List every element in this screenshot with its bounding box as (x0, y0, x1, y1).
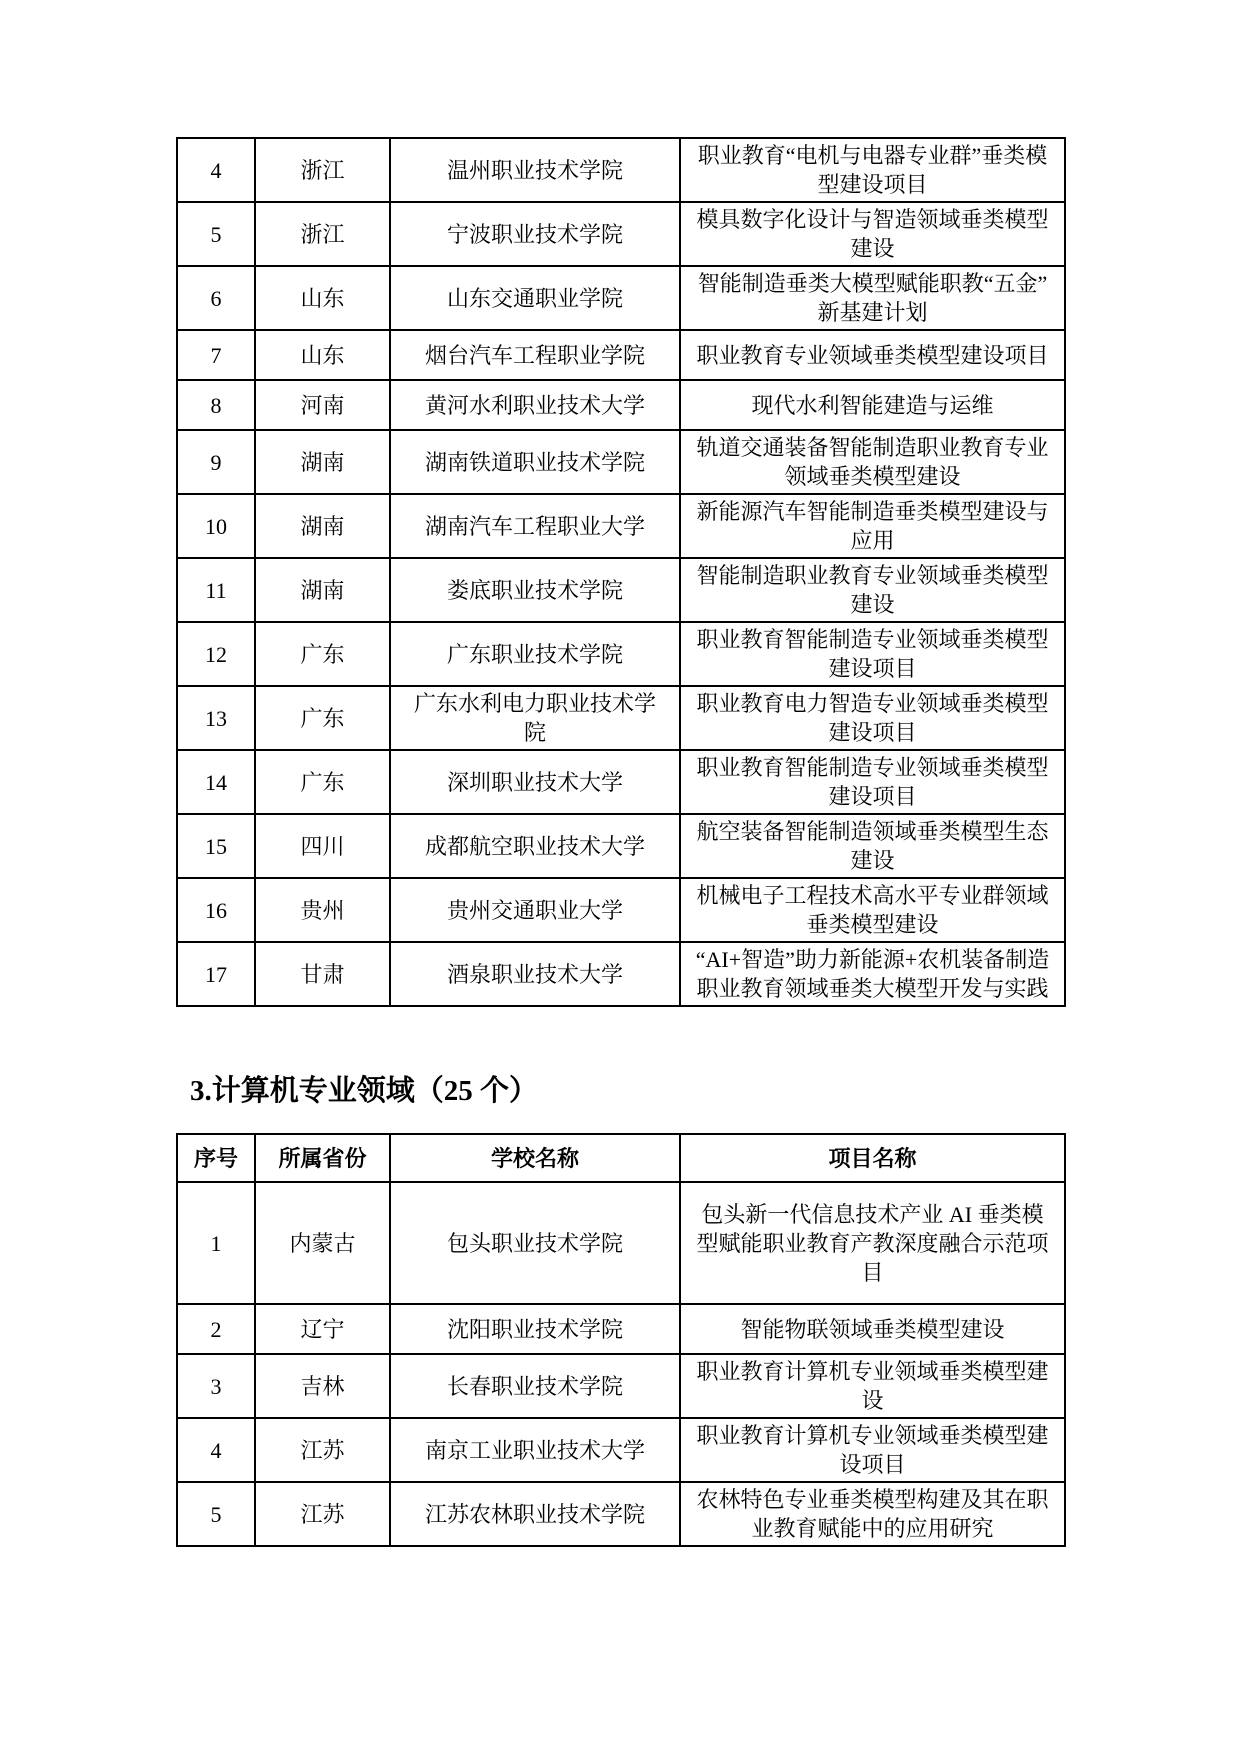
table-header-row (177, 1134, 1065, 1182)
cell-project: 农林特色专业垂类模型构建及其在职业教育赋能中的应用研究 (680, 1482, 1065, 1546)
cell-province: 山东 (255, 330, 390, 380)
cell-project: 职业教育计算机专业领域垂类模型建设项目 (680, 1418, 1065, 1482)
table-row (177, 686, 1065, 750)
cell-province: 湖南 (255, 430, 390, 494)
cell-province: 山东 (255, 266, 390, 330)
header-no: 序号 (177, 1134, 255, 1182)
cell-no: 1 (177, 1182, 255, 1304)
cell-school: 山东交通职业学院 (390, 266, 680, 330)
cell-province: 浙江 (255, 202, 390, 266)
cell-school: 长春职业技术学院 (390, 1354, 680, 1418)
cell-no: 13 (177, 686, 255, 750)
cell-no: 12 (177, 622, 255, 686)
cell-school: 娄底职业技术学院 (390, 558, 680, 622)
cell-no: 6 (177, 266, 255, 330)
cell-project: 航空装备智能制造领域垂类模型生态建设 (680, 814, 1065, 878)
cell-school: 温州职业技术学院 (390, 138, 680, 202)
cell-no: 5 (177, 202, 255, 266)
cell-no: 10 (177, 494, 255, 558)
cell-province: 四川 (255, 814, 390, 878)
cell-project: 机械电子工程技术高水平专业群领域垂类模型建设 (680, 878, 1065, 942)
table-row (177, 1354, 1065, 1418)
cell-project: 新能源汽车智能制造垂类模型建设与应用 (680, 494, 1065, 558)
header-project: 项目名称 (680, 1134, 1065, 1182)
cell-school: 湖南汽车工程职业大学 (390, 494, 680, 558)
cell-project: 智能制造垂类大模型赋能职教“五金”新基建计划 (680, 266, 1065, 330)
cell-province: 内蒙古 (255, 1182, 390, 1304)
cell-project: 包头新一代信息技术产业 AI 垂类模型赋能职业教育产教深度融合示范项目 (680, 1182, 1065, 1304)
cell-province: 辽宁 (255, 1304, 390, 1354)
cell-project: 职业教育专业领域垂类模型建设项目 (680, 330, 1065, 380)
cell-province: 吉林 (255, 1354, 390, 1418)
cell-school: 酒泉职业技术大学 (390, 942, 680, 1006)
cell-no: 14 (177, 750, 255, 814)
cell-province: 贵州 (255, 878, 390, 942)
cell-project: 智能物联领域垂类模型建设 (680, 1304, 1065, 1354)
table-row (177, 1182, 1065, 1304)
cell-province: 湖南 (255, 558, 390, 622)
cell-province: 河南 (255, 380, 390, 430)
table-row (177, 1304, 1065, 1354)
cell-province: 湖南 (255, 494, 390, 558)
cell-province: 广东 (255, 622, 390, 686)
cell-province: 江苏 (255, 1418, 390, 1482)
cell-school: 包头职业技术学院 (390, 1182, 680, 1304)
cell-school: 南京工业职业技术大学 (390, 1418, 680, 1482)
cell-no: 4 (177, 138, 255, 202)
cell-province: 广东 (255, 686, 390, 750)
cell-project: 职业教育计算机专业领域垂类模型建设 (680, 1354, 1065, 1418)
cell-no: 7 (177, 330, 255, 380)
cell-project: 职业教育智能制造专业领域垂类模型建设项目 (680, 622, 1065, 686)
table-row (177, 942, 1065, 1006)
cell-project: 现代水利智能建造与运维 (680, 380, 1065, 430)
cell-no: 11 (177, 558, 255, 622)
table-row (177, 266, 1065, 330)
cell-school: 黄河水利职业技术大学 (390, 380, 680, 430)
cell-project: 职业教育电力智造专业领域垂类模型建设项目 (680, 686, 1065, 750)
table-row (177, 750, 1065, 814)
cell-no: 17 (177, 942, 255, 1006)
cell-project: “AI+智造”助力新能源+农机装备制造职业教育领域垂类大模型开发与实践 (680, 942, 1065, 1006)
cell-no: 4 (177, 1418, 255, 1482)
table-row (177, 330, 1065, 380)
manufacturing-field-table-continued (176, 137, 1066, 1007)
cell-no: 9 (177, 430, 255, 494)
cell-no: 2 (177, 1304, 255, 1354)
cell-project: 模具数字化设计与智造领域垂类模型建设 (680, 202, 1065, 266)
table-row (177, 430, 1065, 494)
table-row (177, 138, 1065, 202)
cell-no: 16 (177, 878, 255, 942)
cell-province: 江苏 (255, 1482, 390, 1546)
cell-school: 湖南铁道职业技术学院 (390, 430, 680, 494)
table-row (177, 558, 1065, 622)
cell-school: 烟台汽车工程职业学院 (390, 330, 680, 380)
cell-school: 江苏农林职业技术学院 (390, 1482, 680, 1546)
table-row (177, 1482, 1065, 1546)
cell-province: 浙江 (255, 138, 390, 202)
table-row (177, 202, 1065, 266)
table-row (177, 622, 1065, 686)
cell-no: 5 (177, 1482, 255, 1546)
table-row (177, 1418, 1065, 1482)
cell-school: 深圳职业技术大学 (390, 750, 680, 814)
cell-school: 宁波职业技术学院 (390, 202, 680, 266)
header-school: 学校名称 (390, 1134, 680, 1182)
cell-project: 轨道交通装备智能制造职业教育专业领域垂类模型建设 (680, 430, 1065, 494)
cell-project: 职业教育“电机与电器专业群”垂类模型建设项目 (680, 138, 1065, 202)
table-row (177, 878, 1065, 942)
computer-field-table (176, 1133, 1066, 1547)
cell-province: 广东 (255, 750, 390, 814)
cell-project: 职业教育智能制造专业领域垂类模型建设项目 (680, 750, 1065, 814)
cell-no: 8 (177, 380, 255, 430)
cell-province: 甘肃 (255, 942, 390, 1006)
cell-no: 3 (177, 1354, 255, 1418)
table-row (177, 814, 1065, 878)
table-row (177, 494, 1065, 558)
cell-no: 15 (177, 814, 255, 878)
cell-project: 智能制造职业教育专业领域垂类模型建设 (680, 558, 1065, 622)
cell-school: 成都航空职业技术大学 (390, 814, 680, 878)
cell-school: 广东水利电力职业技术学院 (390, 686, 680, 750)
cell-school: 贵州交通职业大学 (390, 878, 680, 942)
cell-school: 沈阳职业技术学院 (390, 1304, 680, 1354)
header-province: 所属省份 (255, 1134, 390, 1182)
section-heading: 3.计算机专业领域（25 个） (190, 1075, 539, 1107)
table-row (177, 380, 1065, 430)
cell-school: 广东职业技术学院 (390, 622, 680, 686)
